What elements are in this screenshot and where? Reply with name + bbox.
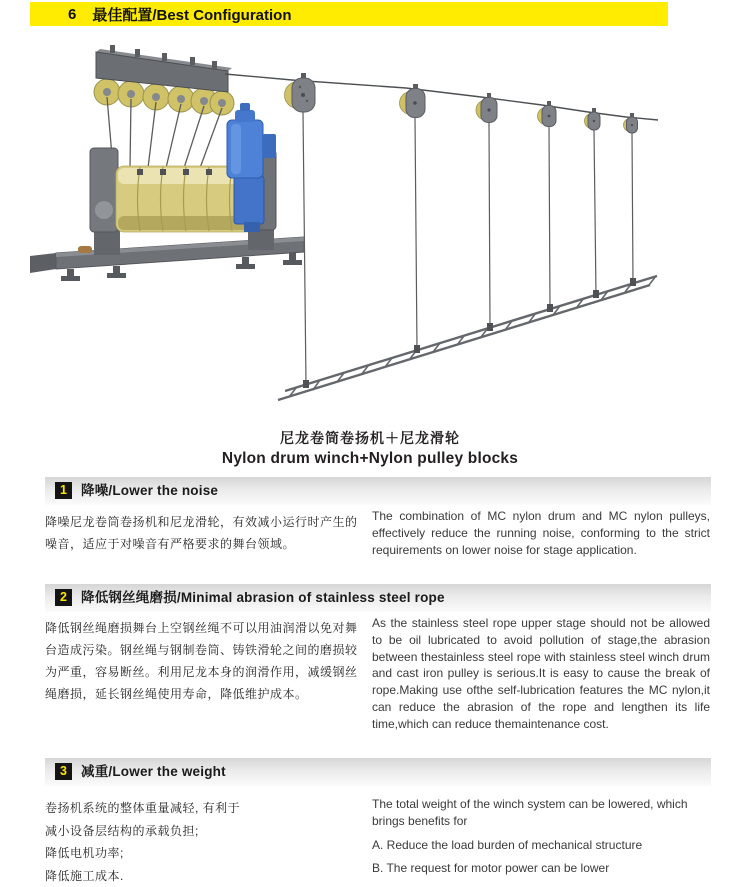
pulley-blocks — [285, 73, 638, 133]
section-1-english-text: The combination of MC nylon drum and MC nylon pulleys, effectively reduce the running noise, conforming to the strict requirements on lower noise for stage application. — [372, 508, 710, 558]
illustration-caption — [30, 428, 710, 468]
chinese-line: 减小设备层结构的承载负担; — [45, 820, 360, 843]
bearing-detail — [78, 246, 92, 253]
caption-chinese: 尼龙卷筒卷扬机＋尼龙滑轮 — [30, 428, 710, 448]
section-title: 降低钢丝绳磨损/Minimal abrasion of stainless steel rope — [81, 584, 445, 612]
section-number-badge: 3 — [55, 763, 72, 780]
section-number-badge: 2 — [55, 589, 72, 606]
pulley-block — [285, 73, 316, 112]
caption-english: Nylon drum winch+Nylon pulley blocks — [30, 450, 710, 468]
section-3-english-text — [372, 796, 710, 877]
english-item: B. The request for motor power can be lower — [372, 860, 710, 877]
section-2-header — [45, 584, 711, 612]
chapter-title: 最佳配置/Best Configuration — [92, 4, 291, 25]
section-2-english-text: As the stainless steel rope upper stage should not be allowed to be oil lubricated to avoid pollution of stage,the abrasion between thestainless steel rope with stainless steel winch drum and cast iron pulley is serious.It is easy to cause the break of rope.Making use ofthe self-lubrication features the MC nylon,it can reduce the abrasion of the rope and lengthen its life time,which can reduce themaintenance cost. — [372, 615, 710, 733]
section-3-chinese-text — [45, 797, 360, 887]
section-1-header — [45, 477, 711, 505]
section-2-chinese-text: 降低钢丝绳磨损舞台上空钢丝绳不可以用油润滑以免对舞台造成污染。钢丝绳与钢制卷筒、铸铁滑轮之间的磨损较为严重，容易断丝。利用尼龙本身的润滑作用，减缓钢丝绳磨损，延长钢丝绳使用寿命，降低维护成本。 — [45, 617, 360, 705]
section-title: 减重/Lower the weight — [81, 758, 226, 786]
chinese-line: 降低电机功率; — [45, 842, 360, 865]
english-item: A. Reduce the load burden of mechanical structure — [372, 837, 710, 854]
pulley-block — [400, 84, 426, 118]
chinese-line: 卷扬机系统的整体重量减轻, 有利于 — [45, 797, 360, 820]
section-3-header — [45, 758, 711, 786]
truss-batten — [278, 276, 657, 400]
section-1-chinese-text: 降噪尼龙卷筒卷扬机和尼龙滑轮，有效减小运行时产生的噪音，适应于对噪音有严格要求的舞台领域。 — [45, 511, 360, 555]
section-number-badge: 1 — [55, 482, 72, 499]
winch-illustration — [0, 40, 735, 425]
chinese-line: 降低施工成本. — [45, 865, 360, 887]
section-title: 降噪/Lower the noise — [81, 477, 218, 505]
drum-left-flange — [90, 148, 118, 232]
pulley-block — [624, 113, 638, 133]
drop-cables — [303, 112, 633, 385]
page-title — [30, 2, 668, 26]
chapter-number: 6 — [68, 6, 76, 23]
english-intro: The total weight of the winch system can be lowered, which brings benefits for — [372, 796, 710, 830]
